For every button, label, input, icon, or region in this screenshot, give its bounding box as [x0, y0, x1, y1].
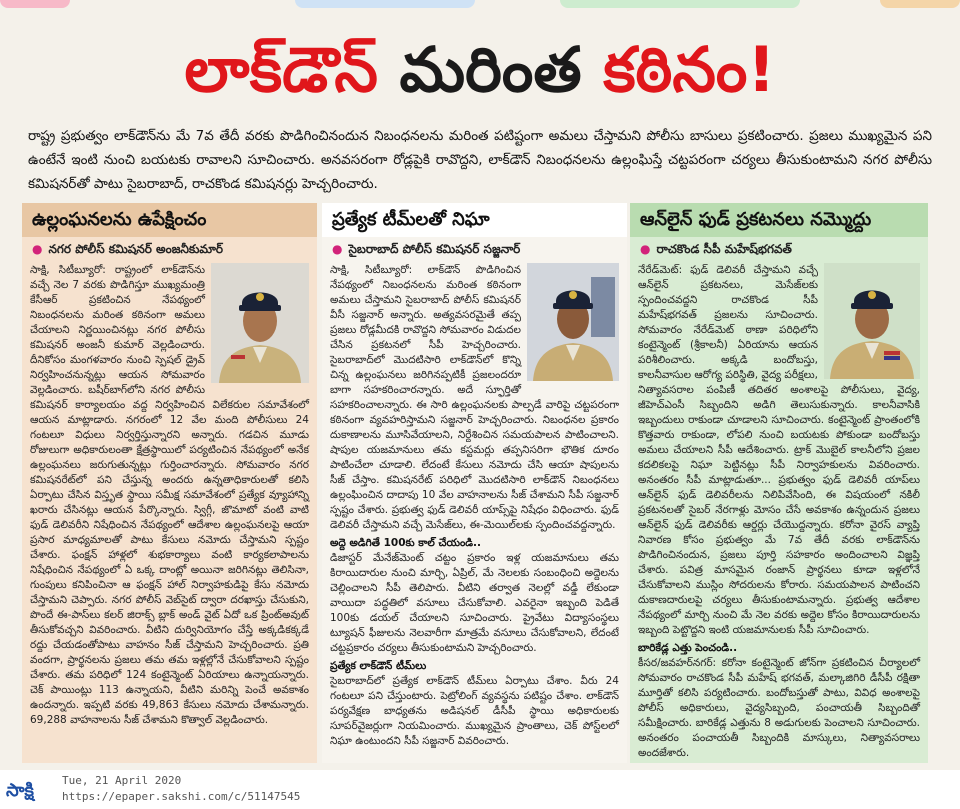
column-body: నేరేడ్‌మెట్: ఫుడ్ డెలివరీ చేస్తామని వచ్చే ఆన్‌లైన్ ప్రకటనలు, మెసేజ్‌లకు స్పందించవద్దని రాచకొండ సీపీ మహేష్‌భగవత్ ప్రజలను సూచించారు. సోమవారం నేరేడ్‌మెట్ ఠాణా పరిధిలోని కంటైన్మెంట్ (శ్రీకాలనీ) ఏరియాను ఆయన పరిశీలించారు. అక్కడి బందోబస్తు, కాలనీవాసుల ఆరోగ్య పరిస్థితి, వైద్య పరీక్షలు, నిత్యావసరాల పంపిణీ తదితర అంశాలపై పోలీసులు, వైద్య, జీహెచ్‌ఎంసీ సిబ్బందిని అడిగి తెలుసుకున్నారు. కాలనీవాసికి ఇబ్బందులు రాకుండా చూడాలని సూచించారు. కంటైన్మెంట్ ప్రాంతంలోకి కొత్తవారు రాకుండా, లోపలి నుంచి బయటకు పోకుండా బందోబస్తు అమలు చేయాలని సీపీ ఆదేశించారు. ట్రాక్ మొబైల్ కాలనీలోని ప్రజల కదలికలపై నిఘా పెట్టినట్లు సీపీ నిర్వాహకులను వివరించారు. అనంతరం సీపీ మాట్లాడుతూ... ప్రభుత్వం ఫుడ్ డెలివరీ యాప్‌లు ఆన్‌లైన్ ఫుడ్ డెలివరీలను నిలిపివేసింది, ఈ విషయంలో నకిలీ ప్రకటనలతో సైబర్ నేరగాళ్లు మోసం చేసే అవకాశం ఉన్నందున ప్రజలు ఆన్‌లైన్ ఫుడ్ డెలివరీకు ఆర్డర్లు చేయొద్దన్నారు. కరోనా వైరస్ వ్యాప్తి నివారణ కోసం ప్రభుత్వం మే 7వ తేదీ వరకు లాక్‌డౌన్‌ను పొడిగించినందున, ప్రజలు పూర్తి సహకారం అందించాలని విజ్ఞప్తి చేశారు. పవిత్ర మాసమైన రంజాన్ ప్రార్థనలు కూడా ఇళ్లలోనే చేసుకోవాలని ముస్లిం సోదరులను కోరారు. సమయపాలన పాటించని దుకాణదారులపై చర్యలు తీసుకుంటామన్నారు. ప్రభుత్వ ఆదేశాల నేపథ్యంలో మార్చి నుంచి మే నెల వరకు అద్దెల కోసం కిరాయిదారులను ఇబ్బంది పెట్టొద్దని ఇంటి యజమానులకు సీపీ సూచించారు. బారికేడ్ల ఎత్తు పెంచండి.. కీసర/జవహర్‌నగర్: కరోనా కంటైన్మెంట్ జోన్‌గా ప్రకటించిన చీర్యాలలో సోమవారం రాచకొండ సీపీ మహేష్ భగవత్, మల్కాజిగిరి డీసీపీ రక్షితా మూర్తితో కలిసి పర్యటించారు. బందోబస్తుతో పాటు, వివిధ అంశాలపై పోలీస్ అధికారులు, వైద్యసిబ్బంది, పంచాయతీ సిబ్బందితో సమీక్షించారు. బారికేడ్ల ఎత్తును 8 అడుగులకు పెంచాలని సూచించారు. అనంతరం పంచాయతీ సిబ్బందికి మాస్కులు, నిత్యావసరాలు అందజేశారు. — [638, 264, 920, 759]
column-title: ఉల్లంఘనలను ఉపేక్షించం — [22, 203, 317, 237]
police-commissioner-photo — [824, 263, 920, 379]
headline-part-1: లాక్‌డౌన్ — [184, 33, 378, 106]
column-mahesh-bhagwat — [630, 203, 928, 763]
epaper-url[interactable]: https://epaper.sakshi.com/c/51147545 — [62, 790, 301, 803]
headline — [0, 20, 960, 120]
intro-paragraph: రాష్ట్ర ప్రభుత్వం లాక్‌డౌన్‌ను మే 7వ తేదీ వరకు పొడిగించినందున నిబంధనలను మరింత పటిష్టంగా అమలు చేస్తామని పోలీసు బాసులు ప్రకటించారు. ప్రజలు ముఖ్యమైన పని ఉంటేనే ఇంటి నుంచి బయటకు రావాలని సూచించారు. అనవసరంగా రోడ్లపైకి రావొద్దని, లాక్‌డౌన్ నిబంధనలను ఉల్లంఘిస్తే చట్టపరంగా చర్యలు తీసుకుంటామని నగర పోలీసు కమిషనర్‌తో పాటు సైబరాబాద్, రాచకొండ కమిషనర్లు హెచ్చరించారు. — [28, 128, 932, 192]
column-body: సాక్షి, సిటీబ్యూరో: రాష్ట్రంలో లాక్‌డౌన్‌ను వచ్చే నెల 7 వరకు పొడిగిస్తూ ముఖ్యమంత్రి కేసీఆర్ ప్రకటించిన నేపథ్యంలో నిబంధనలను మరింత కఠినంగా అమలు చేయాలని నిర్ణయించినట్లు నగర పోలీసు కమిషనర్ అంజనీ కుమార్ వెల్లడించారు. దీనికోసం మంగళవారం నుంచి స్పెషల్ డ్రైవ్ నిర్వహించనున్నట్లు ఆయన సోమవారం వెల్లడించారు. బషీర్‌బాగ్‌లోని నగర పోలీసు కమిషనర్ కార్యాలయం వద్ద నిర్వహించిన విలేకరుల సమావేశంలో ఆయన మాట్లాడారు. నగరంలో 12 వేల మంది పోలీసులు 24 గంటలూ విధులు నిర్వర్తిస్తున్నారని అన్నారు. గడచిన మూడు రోజులుగా అధికారులంతా క్షేత్రస్థాయిలో పర్యటించిన నేపథ్యంలో అనేక ఉల్లంఘనలు జరుగుతున్నట్లు గుర్తించారన్నారు. సోమవారం నగర కమిషనరేట్‌లో పని చేస్తున్న అందరు ఉన్నతాధికారులతో కలిసి ఏర్పాటు చేసిన విస్తృత స్థాయి సమీక్ష సమావేశంలో ప్రత్యేక వ్యూహాన్ని ఖరారు చేసినట్లు ఆయన పేర్కొన్నారు. స్విగ్గీ, జొమాటో వంటి వాటి ఫుడ్ డెలివరీని నిషేధించిన నేపథ్యంలో ఆదేశాల ఉల్లంఘనలపై ఆయా ప్రసార మాధ్యమాలతో పాటు కేసులు నమోదు చేస్తామని స్పష్టం చేశారు. ఫంక్షన్ హాళ్లలో శుభకార్యాలు వంటి కార్యకలాపాలను నిషేధించిన నేపథ్యంలో ఏ ఒక్క దాంట్లో అయినా జరిగినట్లు తెలిసినా, గుంపులు కనిపించినా ఆ ఫంక్షన్ హాల్ నిర్వాహకుడిపై కేసు నమోదు చేస్తామని చెప్పారు. నగర పోలీస్ వెబ్‌సైట్ ద్వారా దరఖాస్తు చేసుకుని, పొందే ఈ-పాస్‌లు కలర్ జిరాక్స్ బ్లాక్ అండ్ వైట్ ఏదో ఒక ప్రింట్‌అవుట్ తీసుకోవచ్చని వివరించారు. వీటిని దుర్వినియోగం చేస్తే అక్కడికక్కడే రద్దు చేయడంతోపాటు వాహనం సీజ్ చేస్తామని హెచ్చరించారు. ప్రతి వందగా, ప్రార్థనలను ప్రజలు తమ తమ ఇళ్లల్లోనే చేసుకోవాలని స్పష్టం చేశారు. తమ పరిధిలో 124 కంటైన్మెంట్ ఏరియాలు ఉన్నాయన్నారు. చెక్ పాయింట్లు 113 ఉన్నాయని, వీటిని మరిన్ని పెంచే అవకాశం ఉందన్నారు. ఇప్పటి వరకు 49,863 కేసులు నమోదు చేశామన్నారు. 69,288 వాహనాలను సీజ్ చేశామని కొత్వాల్ వెల్లడించారు. — [30, 264, 309, 726]
top-decoration — [0, 0, 960, 10]
footer-meta — [62, 773, 300, 805]
column-title: ప్రత్యేక టీమ్‌లతో నిఘా — [322, 203, 627, 237]
column-subheading: అద్దె అడిగితే 100కు కాల్ చేయండి.. — [330, 537, 482, 549]
column-body: సాక్షి, సిటీబ్యూరో: లాక్‌డౌన్ పొడిగించిన నేపథ్యంలో నిబంధనలను మరింత కఠినంగా అమలు చేస్తామని సైబరాబాద్ పోలీస్ కమిషనర్ వీసీ సజ్జనార్ అన్నారు. అత్యవసరమైతే తప్ప ప్రజలు రోడ్లమీదకి రావొద్దని సోమవారం విడుదల చేసిన ప్రకటనలో సీపీ హెచ్చరించారు. సైబరాబాద్‌లో మొదటిసారి లాక్‌డౌన్‌లో కొన్ని చిన్న ఉల్లంఘనలు జరిగినప్పటికీ ప్రజలందరూ బాగా సహకరించారన్నారు. అదే స్ఫూర్తితో సహకరించాలన్నారు. ఈ సారి ఉల్లంఘనలకు పాల్పడే వారిపై చట్టపరంగా కఠినంగా వ్యవహరిస్తామని సజ్జనార్ హెచ్చరించారు. నిబంధనల ప్రకారం దుకాణాలను మూసివేయాలని, నిర్దేశించిన సమయపాలన పాటించాలని. షాపుల యజమానులు తమ కస్టమర్లు తప్పనిసరిగా భౌతిక దూరం పాటించేలా చూడాలి. లేదంటే కేసులు నమోదు చేసి ఆయా షాపులను సీజ్ చేస్తాం. కమిషనరేట్ పరిధిలో మొదటిసారి లాక్‌డౌన్ నిబంధనలు ఉల్లంఘించిన దాదాపు 10 వేల వాహనాలను సీజ్ చేశామని సీపీ సజ్జనార్ స్పష్టం చేశారు. ప్రభుత్వ ఫుడ్ డెలివరీ యాప్స్‌పై నిషేధం విధించారు. ఫుడ్ డెలివరీ చేస్తామని వచ్చే మెసేజ్‌లు, ఈ-మెయిల్‌లకు స్పందించవద్దన్నారు. అద్దె అడిగితే 100కు కాల్ చేయండి.. డిజాస్టర్ మేనేజ్‌మెంట్ చట్టం ప్రకారం ఇళ్ల యజమానులు తమ కిరాయిదారుల నుంచి మార్చి, ఏప్రిల్, మే నెలలకు సంబంధించి అద్దెలను చెల్లించాలని సీపీ తెలిపారు. వీటిని తర్వాత నెలల్లో వడ్డీ లేకుండా వాయిదా పద్ధతిలో వసూలు చేసుకోవాలి. ఎవరైనా ఇబ్బంది పెడితే 100కు డయల్ చేయాలని సూచించారు. ప్రైవేటు విద్యాసంస్థలు ట్యూషన్ ఫీజులను నెలవారీగా మాత్రమే వసూలు చేసుకోవాలని, లేదంటే చట్టప్రకారం చర్యలు తీసుకుంటామని హెచ్చరించారు. ప్రత్యేక లాక్‌డౌన్ టీమ్‌లు సైబరాబాద్‌లో ప్రత్యేక లాక్‌డౌన్ టీమ్‌లు ఏర్పాటు చేశాం. వీరు 24 గంటలూ పని చేస్తుంటారు. పెట్రోలింగ్ వ్యవస్థను పటిష్టం చేశాం. లాక్‌డౌన్ పర్యవేక్షణ బాధ్యతను అడిషనల్ డీసీపీ స్థాయి అధికారులకు సూపర్‌వైజర్లుగా నియమించారు. ముఖ్యమైన ప్రాంతాలు, చెక్ పోస్ట్‌లలో నిఘా ఉంటుందని సీపీ సజ్జనార్ వివరించారు. — [330, 264, 619, 747]
column-byline: ● సైబరాబాద్ పోలీస్ కమిషనర్ సజ్జనార్ — [332, 242, 521, 256]
column-byline: ● నగర పోలీస్ కమిషనర్ అంజనీకుమార్ — [32, 242, 224, 256]
column-subheading: ప్రత్యేక లాక్‌డౌన్ టీమ్‌లు — [330, 660, 427, 672]
police-commissioner-photo — [211, 263, 309, 383]
headline-part-3: కఠినం! — [603, 33, 776, 106]
headline-part-2: మరింత — [399, 33, 582, 106]
column-anjani-kumar — [22, 203, 317, 763]
footer — [0, 770, 960, 809]
edition-date: Tue, 21 April 2020 — [62, 774, 182, 787]
column-title: ఆన్‌లైన్ ఫుడ్ ప్రకటనలు నమ్మొద్దు — [630, 203, 928, 237]
column-subheading: బారికేడ్ల ఎత్తు పెంచండి.. — [638, 642, 738, 654]
sakshi-logo — [4, 774, 54, 804]
column-byline: ● రాచకొండ సీపీ మహేష్‌భగవత్ — [640, 242, 792, 256]
column-sajjanar — [322, 203, 627, 763]
svg-text:సాక్షి: సాక్షి — [6, 780, 34, 801]
police-commissioner-photo — [527, 263, 619, 381]
